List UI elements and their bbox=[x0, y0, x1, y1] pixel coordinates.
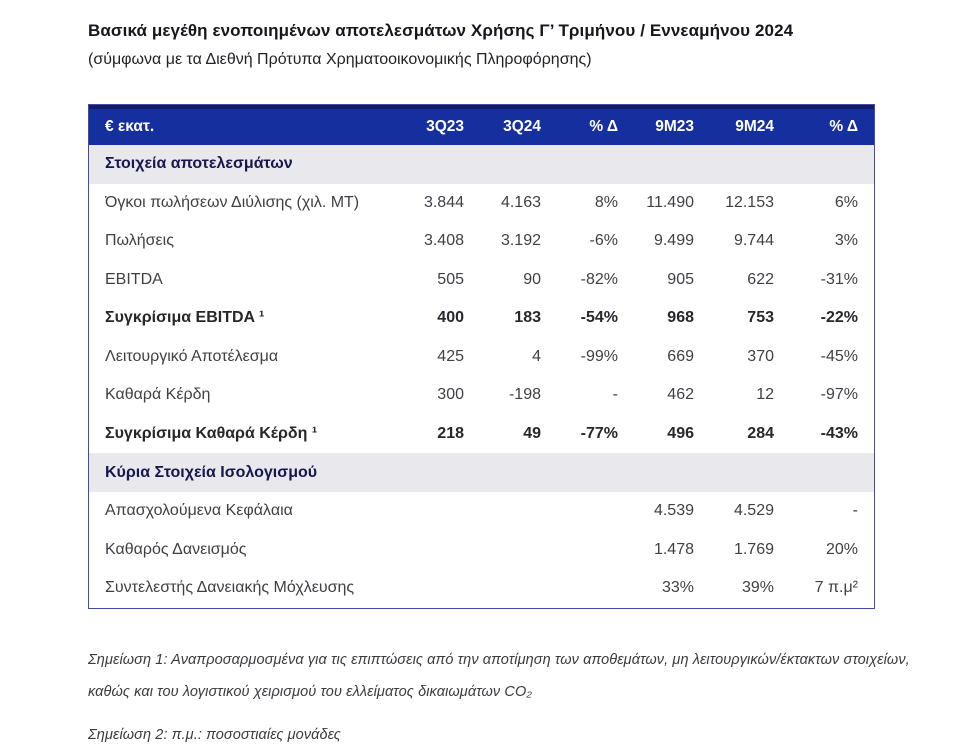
footnote: Σημείωση 2: π.μ.: ποσοστιαίες μονάδες bbox=[88, 726, 341, 743]
table-cell: 11.490 bbox=[646, 193, 694, 211]
table-cell: - bbox=[612, 386, 618, 404]
table-cell: 6% bbox=[834, 193, 858, 211]
column-header: % Δ bbox=[829, 117, 858, 135]
table-cell: 20% bbox=[825, 540, 858, 558]
table-cell: 183 bbox=[514, 309, 541, 327]
table-cell: 4 bbox=[532, 347, 541, 365]
section-header-row bbox=[89, 145, 874, 184]
table-cell: -82% bbox=[580, 270, 618, 288]
row-label: Συντελεστής Δανειακής Μόχλευσης bbox=[105, 579, 355, 597]
table-cell: -31% bbox=[820, 270, 858, 288]
table-cell: -97% bbox=[820, 386, 858, 404]
table-cell: 300 bbox=[437, 386, 464, 404]
table-cell: 3% bbox=[834, 232, 858, 250]
table-cell: 370 bbox=[747, 347, 774, 365]
table-cell: 505 bbox=[437, 270, 464, 288]
table-cell: 905 bbox=[667, 270, 694, 288]
table-cell: 753 bbox=[747, 309, 774, 327]
table-cell: 9.499 bbox=[653, 232, 694, 250]
table-cell: 39% bbox=[741, 579, 774, 597]
table-row bbox=[89, 261, 874, 300]
row-label: Καθαρά Κέρδη bbox=[105, 386, 211, 404]
table-cell: 3.408 bbox=[423, 232, 464, 250]
table-row bbox=[89, 569, 874, 608]
table-cell: 33% bbox=[661, 579, 694, 597]
table-header-row bbox=[89, 105, 874, 145]
column-header: % Δ bbox=[589, 117, 618, 135]
table-cell: 1.769 bbox=[733, 540, 774, 558]
section-header-row bbox=[89, 453, 874, 492]
table-cell: 90 bbox=[523, 270, 541, 288]
table-cell: 400 bbox=[437, 309, 464, 327]
table-body bbox=[89, 145, 874, 608]
table-cell: 3.844 bbox=[423, 193, 464, 211]
column-header: 3Q23 bbox=[426, 117, 464, 135]
table-cell: 669 bbox=[667, 347, 694, 365]
table-cell: 218 bbox=[437, 424, 464, 442]
row-label: EBITDA bbox=[105, 270, 163, 288]
table-row bbox=[89, 376, 874, 415]
page-title: Βασικά μεγέθη ενοποιημένων αποτελεσμάτων Χρήσης Γ’ Τριμήνου / Εννεαμήνου 2024 bbox=[88, 21, 794, 40]
column-header: 9M24 bbox=[735, 117, 774, 135]
table-cell: -45% bbox=[820, 347, 858, 365]
row-label: Συγκρίσιμα EBITDA ¹ bbox=[105, 309, 265, 327]
table-cell: -6% bbox=[589, 232, 618, 250]
table-row bbox=[89, 338, 874, 377]
footnote: Σημείωση 1: Αναπροσαρμοσμένα για τις επιπτώσεις από την αποτίμηση των αποθεμάτων, μη λειτουργικών/έκτακτων στοιχείων, καθώς και του λογιστικού χειρισμού του ελλείματος δικαιωμάτων CO₂ bbox=[88, 651, 910, 700]
table-cell: 9.744 bbox=[733, 232, 774, 250]
table-cell: -198 bbox=[508, 386, 541, 404]
table-cell: 4.539 bbox=[653, 502, 694, 520]
table-cell: 462 bbox=[667, 386, 694, 404]
unit-label: € εκατ. bbox=[105, 117, 155, 135]
column-header: 3Q24 bbox=[503, 117, 541, 135]
row-label: Όγκοι πωλήσεων Διύλισης (χιλ. ΜΤ) bbox=[105, 193, 360, 211]
table-cell: 968 bbox=[667, 309, 694, 327]
row-label: Απασχολούμενα Κεφάλαια bbox=[105, 502, 293, 520]
row-label: Λειτουργικό Αποτέλεσμα bbox=[105, 347, 279, 365]
table-row bbox=[89, 222, 874, 261]
table-cell: 12.153 bbox=[725, 193, 774, 211]
section-title: Κύρια Στοιχεία Ισολογισμού bbox=[105, 463, 318, 481]
table-cell: -54% bbox=[580, 309, 618, 327]
table-cell: 425 bbox=[437, 347, 464, 365]
report-content bbox=[88, 20, 918, 751]
table-cell: 49 bbox=[523, 424, 541, 442]
table-cell: -43% bbox=[820, 424, 858, 442]
row-label: Συγκρίσιμα Καθαρά Κέρδη ¹ bbox=[105, 424, 318, 442]
table-cell: -77% bbox=[580, 424, 618, 442]
financial-results-table bbox=[88, 104, 875, 609]
table-cell: 622 bbox=[747, 270, 774, 288]
page-subtitle: (σύμφωνα με τα Διεθνή Πρότυπα Χρηματοοικονομικής Πληροφόρησης) bbox=[88, 50, 592, 68]
table-cell: 8% bbox=[594, 193, 618, 211]
table-cell: 284 bbox=[747, 424, 774, 442]
table-row bbox=[89, 184, 874, 223]
table-cell: 4.529 bbox=[733, 502, 774, 520]
table-cell: -22% bbox=[820, 309, 858, 327]
table-row bbox=[89, 492, 874, 531]
table-row bbox=[89, 531, 874, 570]
table-cell: 4.163 bbox=[500, 193, 541, 211]
table-cell: 496 bbox=[667, 424, 694, 442]
table-cell: - bbox=[852, 502, 858, 520]
table-cell: 1.478 bbox=[653, 540, 694, 558]
row-label: Καθαρός Δανεισμός bbox=[105, 540, 247, 558]
table-cell: 7 π.μ² bbox=[814, 579, 858, 597]
table-cell: -99% bbox=[580, 347, 618, 365]
table-row bbox=[89, 299, 874, 338]
section-title: Στοιχεία αποτελεσμάτων bbox=[105, 155, 293, 173]
table-cell: 12 bbox=[756, 386, 774, 404]
table-row bbox=[89, 415, 874, 454]
footnotes bbox=[88, 645, 914, 751]
column-header: 9M23 bbox=[655, 117, 694, 135]
table-cell: 3.192 bbox=[500, 232, 541, 250]
row-label: Πωλήσεις bbox=[105, 232, 174, 250]
